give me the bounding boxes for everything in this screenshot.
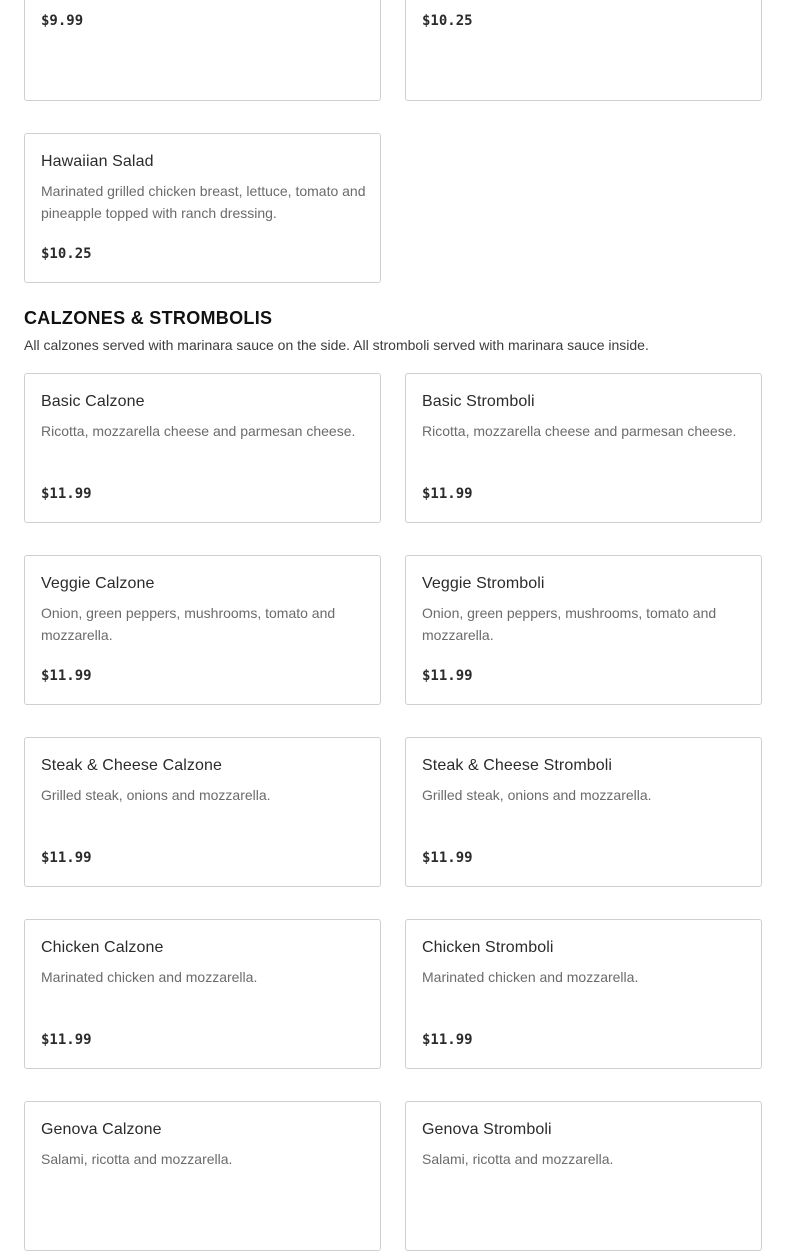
menu-item-card[interactable] xyxy=(405,555,762,705)
item-name: Steak & Cheese Calzone xyxy=(41,757,222,774)
item-description: Marinated chicken and mozzarella. xyxy=(422,969,639,985)
item-price: $11.99 xyxy=(422,668,473,684)
menu-item-card[interactable] xyxy=(24,919,381,1069)
menu-item-card[interactable] xyxy=(405,0,762,101)
item-description: Salami, ricotta and mozzarella. xyxy=(41,1151,233,1167)
item-description: Onion, green peppers, mushrooms, tomato and mozzarella. xyxy=(41,605,336,643)
item-description: Ricotta, mozzarella cheese and parmesan cheese. xyxy=(41,423,356,439)
item-description: Salami, ricotta and mozzarella. xyxy=(422,1151,614,1167)
item-price: $11.99 xyxy=(422,850,473,866)
item-name: Veggie Calzone xyxy=(41,575,155,592)
item-name: Steak & Cheese Stromboli xyxy=(422,757,613,774)
menu-item-card[interactable] xyxy=(405,1101,762,1251)
menu-item-card[interactable] xyxy=(24,133,381,283)
item-description: Marinated grilled chicken breast, lettuce, tomato and pineapple topped with ranch dressing. xyxy=(41,183,366,221)
item-price: $11.99 xyxy=(41,1032,92,1048)
item-name: Basic Stromboli xyxy=(422,393,535,410)
item-price: $10.25 xyxy=(422,13,473,29)
menu-item-card[interactable] xyxy=(24,555,381,705)
section-title: CALZONES & STROMBOLIS xyxy=(24,308,273,328)
menu-item-card[interactable] xyxy=(405,919,762,1069)
item-description: Ricotta, mozzarella cheese and parmesan cheese. xyxy=(422,423,737,439)
menu-item-card[interactable] xyxy=(24,373,381,523)
item-price: $11.99 xyxy=(41,668,92,684)
menu-item-card[interactable] xyxy=(405,737,762,887)
item-name: Chicken Stromboli xyxy=(422,939,554,956)
item-price: $11.99 xyxy=(422,1032,473,1048)
item-name: Chicken Calzone xyxy=(41,939,164,956)
item-description: Marinated chicken and mozzarella. xyxy=(41,969,258,985)
item-name: Hawaiian Salad xyxy=(41,153,154,170)
item-description: Onion, green peppers, mushrooms, tomato and mozzarella. xyxy=(422,605,717,643)
section-note: All calzones served with marinara sauce on the side. All stromboli served with marinara sauce inside. xyxy=(24,337,649,353)
item-price: $9.99 xyxy=(41,13,84,29)
menu-item-card[interactable] xyxy=(405,373,762,523)
menu-item-card[interactable] xyxy=(24,1101,381,1251)
item-name: Genova Stromboli xyxy=(422,1121,552,1138)
item-price: $11.99 xyxy=(422,486,473,502)
item-name: Veggie Stromboli xyxy=(422,575,545,592)
item-price: $11.99 xyxy=(41,486,92,502)
item-name: Basic Calzone xyxy=(41,393,145,410)
item-name: Genova Calzone xyxy=(41,1121,162,1138)
menu-item-card[interactable] xyxy=(24,0,381,101)
item-description: Grilled steak, onions and mozzarella. xyxy=(41,787,271,803)
item-price: $10.25 xyxy=(41,246,92,262)
item-price: $11.99 xyxy=(41,850,92,866)
item-description: Grilled steak, onions and mozzarella. xyxy=(422,787,652,803)
menu-item-card[interactable] xyxy=(24,737,381,887)
